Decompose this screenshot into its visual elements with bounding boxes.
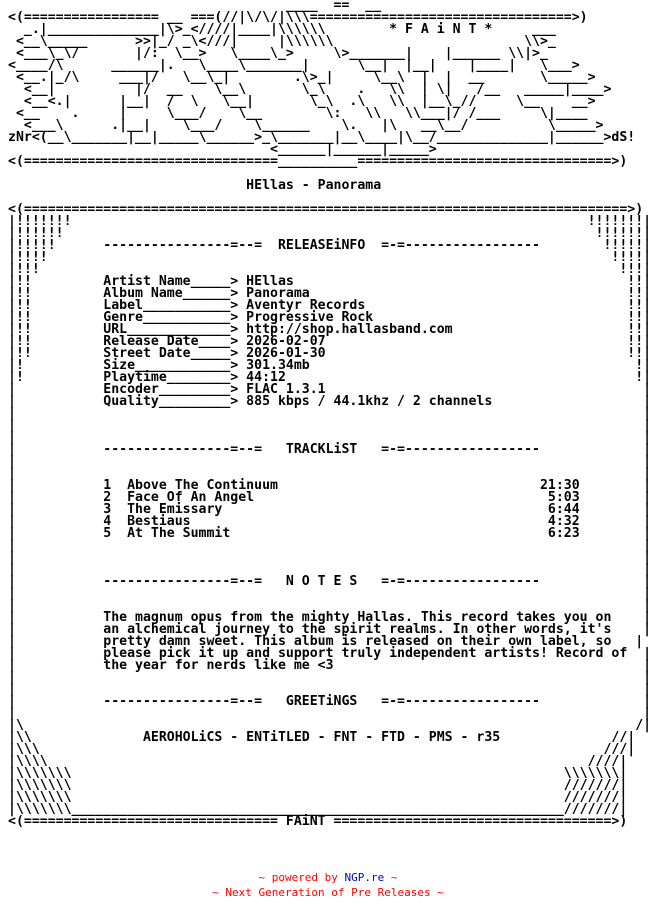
- nfo-line: | Quality_________> 885 kbps / 44.1khz / 2 channels |: [8, 394, 652, 409]
- nfo-line: |\ /|: [8, 718, 652, 733]
- nfo-line: | |: [8, 682, 652, 697]
- nfo-line: | ----------------=--= N O T E S =-=----------------- |: [8, 574, 652, 589]
- ngp-tagline: ~ Next Generation of Pre Releases ~: [212, 886, 444, 899]
- nfo-line: | ----------------=--= TRACKLiST =-=----------------- |: [8, 442, 652, 457]
- powered-by-suffix: ~: [384, 871, 398, 884]
- nfo-line: | |: [8, 466, 652, 481]
- nfo-line: | |: [8, 454, 652, 469]
- nfo-line: |\\ AEROHOLiCS - ENTiTLED - FNT - FTD - PMS - r35 //|: [8, 730, 636, 745]
- nfo-line: ____ == __: [8, 0, 382, 13]
- nfo-line: |\\\\\\\ ///////|: [8, 790, 628, 805]
- nfo-line: |!! Release Date____> 2026-02-07 !!|: [8, 334, 652, 349]
- nfo-line: |! Playtime________> 44:12 !|: [8, 370, 652, 385]
- nfo-line: <(================================ FAiNT ===================================>): [8, 814, 628, 829]
- nfo-line: |!! Artist Name_____> HEllas !!|: [8, 274, 652, 289]
- nfo-line: | 2 Face Of An Angel 5:03 |: [8, 490, 652, 505]
- nfo-line: | pretty damn sweet. This album is released on their own label, so |: [8, 634, 644, 649]
- nfo-line: | ----------------=--= GREETiNGS =-=----------------- |: [8, 694, 652, 709]
- nfo-line: |!!!!! ----------------=--= RELEASEiNFO =-=----------------- !!!!!|: [8, 238, 652, 253]
- nfo-line: | |: [8, 670, 652, 685]
- nfo-line: | 3 The Emissary 6:44 |: [8, 502, 652, 517]
- nfo-line: <__ . | \___/ \__ \: \\ \\___|/ /___ \|____: [8, 106, 588, 121]
- nfo-line: |!! Street Date_____> 2026-01-30 !!|: [8, 346, 652, 361]
- nfo-line: |\\\\\\\ \\\\\\\|: [8, 766, 628, 781]
- nfo-line: | 5 At The Summit 6:23 |: [8, 526, 652, 541]
- nfo-line: |!! Label___________> Aventyr Records !!|: [8, 298, 652, 313]
- nfo-line: | |: [8, 406, 652, 421]
- nfo-line: <(================= __ ===(//|\/\/|\\\=================================>): [8, 10, 588, 25]
- nfo-art-text: [8, 0, 651, 828]
- nfo-line: |!!!!!!! !!!!!!!|: [8, 214, 652, 229]
- nfo-line: |\\\\ ////|: [8, 754, 628, 769]
- nfo-line: <(============================================================================>): [8, 202, 644, 217]
- nfo-line: | |: [8, 706, 652, 721]
- powered-by-line: [0, 871, 656, 885]
- powered-by-prefix: ~ powered by: [258, 871, 345, 884]
- nfo-line: | the year for nerds like me <3 |: [8, 658, 652, 673]
- nfo-line: <__<.| |__| / \ \__| \_\ .\ \\ |__\_// \__ __>: [8, 94, 596, 109]
- nfo-line: <__| |/ __ \__\ \_\ . \\ | \| /__ _____|____>: [8, 82, 612, 97]
- nfo-line: |!!!! !!!!|: [8, 250, 652, 265]
- nfo-line: |! Size____________> 301.34mb !|: [8, 358, 652, 373]
- nfo-line: |\\\ ///|: [8, 742, 636, 757]
- nfo-line: <___\ .|__| \___/ \______ \. |\ __\__/ \_____>: [8, 118, 604, 133]
- nfo-line: | please pick it up and support truly independent artists! Record of |: [8, 646, 652, 661]
- ngp-tagline-line: [0, 886, 656, 900]
- nfo-line: |!! Album Name______> Panorama !!|: [8, 286, 652, 301]
- nfo-line: <______|______|_____>: [8, 142, 437, 157]
- nfo-line: |!! Genre___________> Progressive Rock !!|: [8, 310, 652, 325]
- nfo-line: | |: [8, 586, 652, 601]
- nfo-line: | an alchemical journey to the spirit realms. In other words, it's |: [8, 622, 652, 637]
- nfo-line: _.|______________|\>_<////|____|\\\\\\ * F A i N T * ___: [8, 22, 556, 37]
- nfo-line: <(================================__________================================>): [8, 154, 628, 169]
- nfo-line: | |: [8, 418, 652, 433]
- nfo-line: <__\_____ >>|_/ _\<///| |\\\\\\ \\>_: [8, 34, 556, 49]
- nfo-line: |\\\\\\\ ///////|: [8, 778, 628, 793]
- nfo-line: |\\\\\\\______________________________________________________________///////|: [8, 802, 628, 817]
- nfo-line: zNr<(__\_______|__|_____\______>_\_______|__\____|\__/______________|______>dS!: [8, 130, 636, 145]
- nfo-line: <____/\ ______|. \____\_______| \__| |__| |____| \___>: [8, 58, 580, 73]
- nfo-line: |!! URL_____________> http://shop.hallasband.com !!|: [8, 322, 652, 337]
- ngp-link[interactable]: NGP.re: [344, 871, 385, 884]
- nfo-line: | 1 Above The Continuum 21:30 |: [8, 478, 652, 493]
- nfo-line: |!!! !!!|: [8, 262, 652, 277]
- nfo-line: HEllas - Panorama: [8, 178, 382, 193]
- nfo-line: <__.|_/\ ___|/ \__\_| .\>_| \__\ | | __ \_____>: [8, 70, 596, 85]
- nfo-line: | |: [8, 562, 652, 577]
- nfo-line: | The magnum opus from the mighty Hallas. This record takes you on |: [8, 610, 652, 625]
- nfo-line: |!!!!!! !!!!!!|: [8, 226, 652, 241]
- nfo-line: | Encoder_________> FLAC 1.3.1 |: [8, 382, 652, 397]
- nfo-line: | |: [8, 598, 652, 613]
- nfo-line: <___\_\/ |/: \__> \____\_> \>_______| |______ \\|>_: [8, 46, 548, 61]
- nfo-line: | |: [8, 430, 652, 445]
- nfo-line: | |: [8, 550, 652, 565]
- nfo-line: | 4 Bestiaus 4:32 |: [8, 514, 652, 529]
- nfo-line: | |: [8, 538, 652, 553]
